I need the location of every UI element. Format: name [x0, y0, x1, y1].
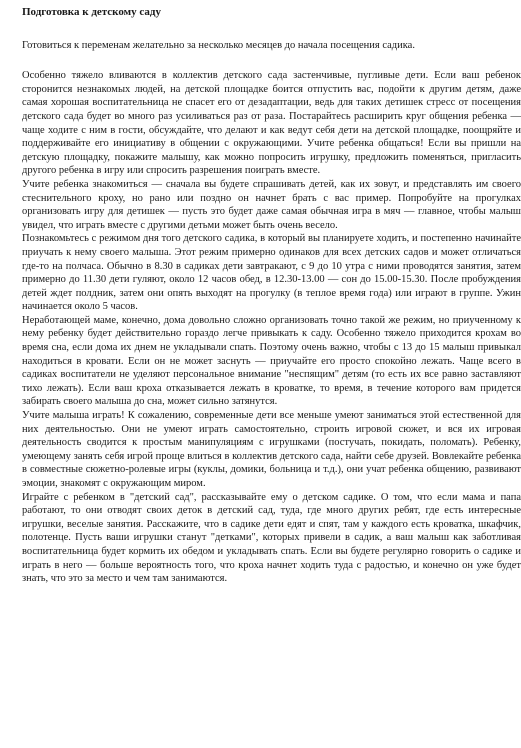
paragraph-shy-children: Особенно тяжело вливаются в коллектив детского сада застенчивые, пугливые дети. Если ваш ребенок сторонится незнакомых людей, на детской площадке боится отпустить вас, подойти к другим детям, даже самая хорошая воспитательница не спасет его от дезадаптации, ведь для таких детишек стресс от посещения детского сада будет во много раз усиливаться раз от раза. Постарайтесь расширить круг общения ребенка — чаще ходите с ним в гости, обсуждайте, что делают и как ведут себя дети на детской площадке, поощряйте и поддерживайте его инициативу в общении с окружающими. Учите ребенка общаться! Если вы пришли на детскую площадку, покажите малышу, как можно попросить игрушку, предложить поменяться, пригласить другого ребенка в игру или спросить разрешения поиграть вместе.: [22, 70, 521, 177]
paragraph-spacer: [22, 52, 521, 69]
paragraph-daily-routine: Познакомьтесь с режимом дня того детского садика, в который вы планируете ходить, и постепенно начинайте приучать к нему своего малыша. Этот режим примерно одинаков для всех детских садов и может отличаться где-то на полчаса. Обычно в 8.30 в садиках дети завтракают, с 9 до 10 утра с ними проводятся занятия, затем примерно до 11.30 дети гуляют, около 12 часов обед, в 12.30-13.00 — сон до 15.00-15.30. После пробуждения детей ждет полдник, затем они опять выходят на прогулку (в теплое время года) или играют в группе. Ужин начинается около 5 часов.: [22, 233, 521, 313]
paragraph-teach-play: Учите малыша играть! К сожалению, современные дети все меньше умеют заниматься этой естественной для них деятельностью. Они не умеют играть самостоятельно, строить игровой сюжет, и вся их игровая деятельность сводится к простым манипуляциям с игрушками (постучать, покидать, поломать). Ребенку, умеющему занять себя игрой проще влиться в коллектив детского сада, найти себе друзей. Вовлекайте ребенка в совместные сюжетно-ролевые игры (куклы, домики, больница и т.д.), они учат ребенка общению, развивают эмоции, знакомят с окружающим миром.: [22, 410, 521, 489]
document-page: [22, 6, 521, 586]
intro-paragraph: Готовиться к переменам желательно за несколько месяцев до начала посещения садика.: [22, 39, 415, 51]
paragraph-kindergarten-game: Играйте с ребенком в "детский сад", рассказывайте ему о детском садике. О том, что если мама и папа работают, то они отводят своих деток в детский сад, туда, где много других ребят, где есть интересные игрушки, веселые занятия. Расскажите, что в садике дети едят и спят, там у каждого есть кроватка, шкафчик, полотенце. Пусть ваши игрушки станут "детками", которых привели в садик, а ваш малыш как заботливая воспитательница будет кормить их обедом и укладывать спать. Если вы будете регулярно говорить о садике и играть в него — больше вероятность того, что кроха начнет ходить туда с радостью, и конечно он уже будет знать, что это за место и чем там занимаются.: [22, 491, 521, 585]
paragraph-introductions: Учите ребенка знакомиться — сначала вы будете спрашивать детей, как их зовут, и представлять им своего стеснительного кроху, но рано или поздно он начнет брать с вас пример. Попробуйте на прогулках организовать игру для детишек — пусть это будет даже самая обычная игра в мяч — главное, чтобы малыш увидел, что играть вместе с другими детьми может быть очень весело.: [22, 178, 521, 231]
paragraph-sleep-regime: Неработающей маме, конечно, дома довольно сложно организовать точно такой же режим, но приученному к нему ребенку будет действительно гораздо легче привыкать к саду. Особенно тяжело приходится крохам во время сна, если дома их днем не укладывали спать. Поэтому очень важно, чтобы с 13 до 15 малыш привыкал находиться в кровати. Если он не может заснуть — приучайте его просто спокойно лежать. Чаще всего в садиках воспитатели не уделяют персональное внимание "неспящим" детям (то есть их все равно заставляют тихо лежать). Если ваш кроха отказывается лежать в кроватке, то время, в течение которого вам придется забирать своего малыша до сна, может сильно затянутся.: [22, 314, 521, 408]
document-title: Подготовка к детскому саду: [22, 6, 161, 18]
